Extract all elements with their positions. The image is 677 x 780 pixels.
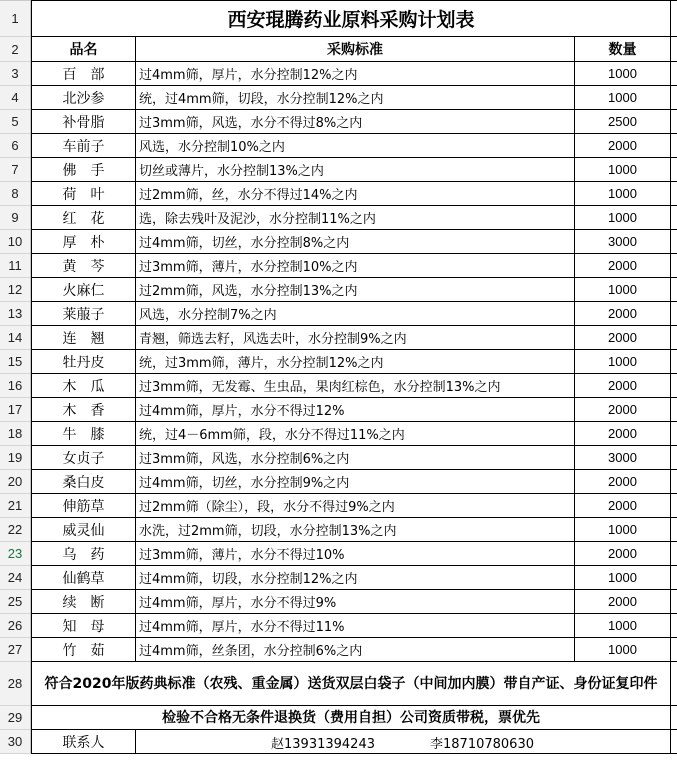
name-cell[interactable]: 知 母 bbox=[31, 614, 136, 638]
standard-cell[interactable]: 过3mm筛，薄片，水分不得过10% bbox=[136, 542, 575, 566]
cell[interactable] bbox=[671, 110, 677, 134]
row-header[interactable]: 23 bbox=[0, 542, 31, 566]
cell[interactable] bbox=[671, 254, 677, 278]
name-cell[interactable]: 女贞子 bbox=[31, 446, 136, 470]
table-row bbox=[0, 350, 677, 374]
row-header[interactable]: 26 bbox=[0, 614, 31, 638]
name-cell[interactable]: 补骨脂 bbox=[31, 110, 136, 134]
contact-person-b: 李18710780630 bbox=[430, 737, 534, 752]
cell[interactable] bbox=[671, 614, 677, 638]
table-row bbox=[0, 326, 677, 350]
name-cell[interactable]: 车前子 bbox=[31, 134, 136, 158]
cell[interactable] bbox=[671, 326, 677, 350]
title-row bbox=[0, 0, 677, 37]
table-row bbox=[0, 62, 677, 86]
table-row bbox=[0, 278, 677, 302]
table-row bbox=[0, 542, 677, 566]
table-row bbox=[0, 302, 677, 326]
row-header[interactable]: 22 bbox=[0, 518, 31, 542]
standard-cell[interactable]: 风选，水分控制7%之内 bbox=[136, 302, 575, 326]
row-header[interactable]: 21 bbox=[0, 494, 31, 518]
row-header[interactable]: 16 bbox=[0, 374, 31, 398]
cell[interactable] bbox=[671, 398, 677, 422]
table-row bbox=[0, 470, 677, 494]
table-row bbox=[0, 86, 677, 110]
standard-cell[interactable]: 过4mm筛，丝条团，水分控制6%之内 bbox=[136, 638, 575, 662]
note-cell[interactable]: 检验不合格无条件退换货（费用自担）公司资质带税，票优先 bbox=[31, 706, 671, 730]
row-header[interactable]: 12 bbox=[0, 278, 31, 302]
name-cell[interactable]: 乌 药 bbox=[31, 542, 136, 566]
name-cell[interactable]: 竹 茹 bbox=[31, 638, 136, 662]
standard-cell[interactable]: 水洗，过2mm筛，切段，水分控制13%之内 bbox=[136, 518, 575, 542]
row-header[interactable]: 17 bbox=[0, 398, 31, 422]
qty-cell[interactable]: 1000 bbox=[575, 614, 671, 638]
standard-cell[interactable]: 过3mm筛，风选，水分控制6%之内 bbox=[136, 446, 575, 470]
qty-cell[interactable]: 2000 bbox=[575, 374, 671, 398]
qty-cell[interactable]: 2500 bbox=[575, 110, 671, 134]
standard-cell[interactable]: 过2mm筛，风选，水分控制13%之内 bbox=[136, 278, 575, 302]
row-header[interactable]: 5 bbox=[0, 110, 31, 134]
qty-cell[interactable]: 2000 bbox=[575, 326, 671, 350]
cell[interactable] bbox=[671, 566, 677, 590]
name-cell[interactable]: 莱菔子 bbox=[31, 302, 136, 326]
cell[interactable] bbox=[671, 638, 677, 662]
name-cell[interactable]: 北沙参 bbox=[31, 86, 136, 110]
table-row bbox=[0, 518, 677, 542]
qty-cell[interactable]: 2000 bbox=[575, 494, 671, 518]
name-cell[interactable]: 牛 膝 bbox=[31, 422, 136, 446]
cell[interactable] bbox=[671, 662, 677, 706]
cell[interactable] bbox=[671, 302, 677, 326]
standard-cell[interactable]: 过4mm筛，切段，水分控制12%之内 bbox=[136, 566, 575, 590]
qty-cell[interactable]: 2000 bbox=[575, 542, 671, 566]
standard-cell[interactable]: 过4mm筛，厚片，水分控制12%之内 bbox=[136, 62, 575, 86]
cell[interactable] bbox=[671, 730, 677, 754]
qty-cell[interactable]: 1000 bbox=[575, 86, 671, 110]
table-row bbox=[0, 422, 677, 446]
row-header[interactable]: 10 bbox=[0, 230, 31, 254]
qty-cell[interactable]: 2000 bbox=[575, 254, 671, 278]
row-header[interactable]: 13 bbox=[0, 302, 31, 326]
cell[interactable] bbox=[671, 374, 677, 398]
name-cell[interactable]: 牡丹皮 bbox=[31, 350, 136, 374]
cell[interactable] bbox=[671, 86, 677, 110]
name-cell[interactable]: 木 香 bbox=[31, 398, 136, 422]
table-row bbox=[0, 134, 677, 158]
qty-cell[interactable]: 1000 bbox=[575, 638, 671, 662]
cell[interactable] bbox=[671, 158, 677, 182]
column-header-qty[interactable]: 数量 bbox=[575, 37, 671, 62]
cell[interactable] bbox=[671, 230, 677, 254]
column-header-name[interactable]: 品名 bbox=[31, 37, 136, 62]
standard-cell[interactable]: 选，除去残叶及泥沙，水分控制11%之内 bbox=[136, 206, 575, 230]
cell[interactable] bbox=[671, 134, 677, 158]
qty-cell[interactable]: 2000 bbox=[575, 302, 671, 326]
name-cell[interactable]: 佛 手 bbox=[31, 158, 136, 182]
row-header[interactable]: 24 bbox=[0, 566, 31, 590]
name-cell[interactable]: 百 部 bbox=[31, 62, 136, 86]
name-cell[interactable]: 桑白皮 bbox=[31, 470, 136, 494]
sheet-title[interactable]: 西安琨腾药业原料采购计划表 bbox=[31, 0, 671, 37]
column-header-standard[interactable]: 采购标准 bbox=[136, 37, 575, 62]
standard-cell[interactable]: 过3mm筛，薄片，水分控制10%之内 bbox=[136, 254, 575, 278]
qty-cell[interactable]: 1000 bbox=[575, 350, 671, 374]
row-header[interactable]: 7 bbox=[0, 158, 31, 182]
name-cell[interactable]: 黄 芩 bbox=[31, 254, 136, 278]
table-row bbox=[0, 230, 677, 254]
row-header[interactable]: 11 bbox=[0, 254, 31, 278]
row-header[interactable]: 18 bbox=[0, 422, 31, 446]
cell[interactable] bbox=[671, 446, 677, 470]
row-header[interactable]: 6 bbox=[0, 134, 31, 158]
qty-cell[interactable]: 1000 bbox=[575, 566, 671, 590]
row-header[interactable]: 3 bbox=[0, 62, 31, 86]
cell[interactable] bbox=[671, 182, 677, 206]
standard-cell[interactable]: 统，过4－6mm筛，段，水分不得过11%之内 bbox=[136, 422, 575, 446]
row-header[interactable]: 20 bbox=[0, 470, 31, 494]
cell[interactable] bbox=[671, 278, 677, 302]
cell[interactable] bbox=[671, 37, 677, 62]
row-header[interactable]: 2 bbox=[0, 37, 31, 62]
standard-cell[interactable]: 过4mm筛，厚片，水分不得过12% bbox=[136, 398, 575, 422]
table-row bbox=[0, 158, 677, 182]
standard-cell[interactable]: 过4mm筛，厚片，水分不得过9% bbox=[136, 590, 575, 614]
row-header[interactable]: 27 bbox=[0, 638, 31, 662]
standard-cell[interactable]: 风选，水分控制10%之内 bbox=[136, 134, 575, 158]
name-cell[interactable]: 续 断 bbox=[31, 590, 136, 614]
name-cell[interactable]: 仙鹤草 bbox=[31, 566, 136, 590]
cell[interactable] bbox=[671, 206, 677, 230]
data-rows bbox=[0, 62, 677, 662]
cell[interactable] bbox=[671, 494, 677, 518]
row-header[interactable]: 19 bbox=[0, 446, 31, 470]
qty-cell[interactable]: 2000 bbox=[575, 422, 671, 446]
name-cell[interactable]: 连 翘 bbox=[31, 326, 136, 350]
table-row bbox=[0, 398, 677, 422]
table-row bbox=[0, 110, 677, 134]
cell[interactable] bbox=[671, 0, 677, 37]
standard-cell[interactable]: 过4mm筛，厚片，水分不得过11% bbox=[136, 614, 575, 638]
table-row bbox=[0, 638, 677, 662]
row-header[interactable]: 14 bbox=[0, 326, 31, 350]
name-cell[interactable]: 木 瓜 bbox=[31, 374, 136, 398]
contact-label[interactable]: 联系人 bbox=[31, 730, 136, 754]
name-cell[interactable]: 红 花 bbox=[31, 206, 136, 230]
table-row bbox=[0, 254, 677, 278]
qty-cell[interactable]: 2000 bbox=[575, 134, 671, 158]
table-row bbox=[0, 182, 677, 206]
standard-cell[interactable]: 统，过3mm筛，薄片，水分控制12%之内 bbox=[136, 350, 575, 374]
row-header[interactable]: 29 bbox=[0, 706, 31, 730]
table-row bbox=[0, 590, 677, 614]
name-cell[interactable]: 伸筋草 bbox=[31, 494, 136, 518]
name-cell[interactable]: 荷 叶 bbox=[31, 182, 136, 206]
name-cell[interactable]: 威灵仙 bbox=[31, 518, 136, 542]
table-row bbox=[0, 374, 677, 398]
cell[interactable] bbox=[671, 542, 677, 566]
table-row bbox=[0, 566, 677, 590]
note-cell[interactable]: 符合2020年版药典标准（农残、重金属）送货双层白袋子（中间加内膜）带自产证、身份证复印件 bbox=[31, 662, 671, 706]
row-header[interactable]: 30 bbox=[0, 730, 31, 754]
cell[interactable] bbox=[671, 62, 677, 86]
qty-cell[interactable]: 1000 bbox=[575, 278, 671, 302]
name-cell[interactable]: 火麻仁 bbox=[31, 278, 136, 302]
standard-cell[interactable]: 过4mm筛，切丝，水分控制8%之内 bbox=[136, 230, 575, 254]
note-row bbox=[0, 706, 677, 730]
table-row bbox=[0, 614, 677, 638]
name-cell[interactable]: 厚 朴 bbox=[31, 230, 136, 254]
row-header[interactable]: 15 bbox=[0, 350, 31, 374]
standard-cell[interactable]: 过2mm筛（除尘），段，水分不得过9%之内 bbox=[136, 494, 575, 518]
qty-cell[interactable]: 3000 bbox=[575, 446, 671, 470]
row-header[interactable]: 8 bbox=[0, 182, 31, 206]
table-row bbox=[0, 494, 677, 518]
qty-cell[interactable]: 3000 bbox=[575, 230, 671, 254]
qty-cell[interactable]: 1000 bbox=[575, 158, 671, 182]
standard-cell[interactable]: 统，过4mm筛，切段，水分控制12%之内 bbox=[136, 86, 575, 110]
qty-cell[interactable]: 1000 bbox=[575, 518, 671, 542]
row-header[interactable]: 1 bbox=[0, 0, 31, 37]
cell[interactable] bbox=[671, 422, 677, 446]
table-row bbox=[0, 206, 677, 230]
qty-cell[interactable]: 2000 bbox=[575, 590, 671, 614]
standard-cell[interactable]: 过2mm筛，丝，水分不得过14%之内 bbox=[136, 182, 575, 206]
cell[interactable] bbox=[671, 350, 677, 374]
row-header[interactable]: 4 bbox=[0, 86, 31, 110]
cell[interactable] bbox=[671, 590, 677, 614]
qty-cell[interactable]: 1000 bbox=[575, 182, 671, 206]
contact-cell[interactable] bbox=[136, 730, 671, 754]
contact-row bbox=[0, 730, 677, 754]
standard-cell[interactable]: 过4mm筛，切丝，水分控制9%之内 bbox=[136, 470, 575, 494]
header-row bbox=[0, 37, 677, 62]
table-row bbox=[0, 446, 677, 470]
standard-cell[interactable]: 过3mm筛，风选，水分不得过8%之内 bbox=[136, 110, 575, 134]
cell[interactable] bbox=[671, 706, 677, 730]
qty-cell[interactable]: 1000 bbox=[575, 206, 671, 230]
contact-person-a: 赵13931394243 bbox=[271, 737, 375, 752]
qty-cell[interactable]: 1000 bbox=[575, 62, 671, 86]
cell[interactable] bbox=[671, 470, 677, 494]
cell[interactable] bbox=[671, 518, 677, 542]
standard-cell[interactable]: 过3mm筛，无发霉、生虫品，果肉红棕色，水分控制13%之内 bbox=[136, 374, 575, 398]
row-header[interactable]: 28 bbox=[0, 662, 31, 706]
row-header[interactable]: 25 bbox=[0, 590, 31, 614]
qty-cell[interactable]: 2000 bbox=[575, 470, 671, 494]
standard-cell[interactable]: 切丝或薄片，水分控制13%之内 bbox=[136, 158, 575, 182]
standard-cell[interactable]: 青翘，筛选去籽，风选去叶，水分控制9%之内 bbox=[136, 326, 575, 350]
note-row bbox=[0, 662, 677, 706]
row-header[interactable]: 9 bbox=[0, 206, 31, 230]
qty-cell[interactable]: 2000 bbox=[575, 398, 671, 422]
